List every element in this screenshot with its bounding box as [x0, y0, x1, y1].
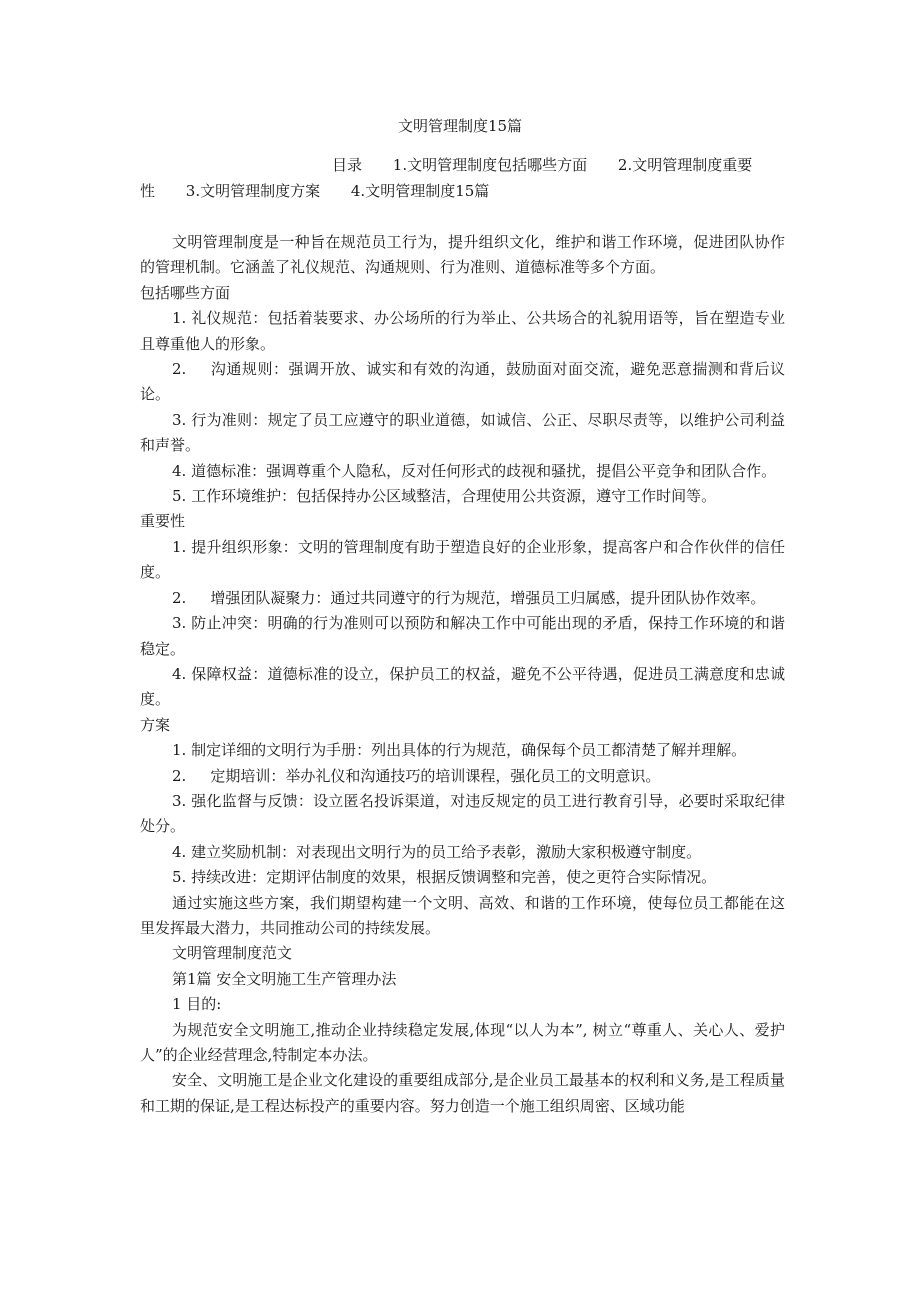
document-title: 文明管理制度15篇: [397, 117, 523, 135]
list-item: [140, 357, 785, 408]
list-item: 5. 持续改进：定期评估制度的效果，根据反馈调整和完善，使之更符合实际情况。: [172, 868, 717, 887]
closing-paragraph: 通过实施这些方案，我们期望构建一个文明、高效、和谐的工作环境，使每位员工都能在这里发挥最大潜力，共同推动公司的持续发展。: [140, 893, 785, 937]
purpose-label: 1 目的:: [172, 995, 222, 1014]
toc-label: 目录: [332, 156, 363, 174]
list-item-text: 定期培训：举办礼仪和沟通技巧的培训课程，强化员工的文明意识。: [210, 766, 661, 785]
toc-item[interactable]: 4.文明管理制度15篇: [350, 182, 490, 200]
list-item-text: 沟通规则：强调开放、诚实和有效的沟通，鼓励面对面交流，避免恶意揣测和背后议论。: [140, 360, 785, 404]
list-item: 4. 道德标准：强调尊重个人隐私，反对任何形式的歧视和骚扰，提倡公平竞争和团队合作。: [172, 461, 777, 480]
list-item: 1. 制定详细的文明行为手册：列出具体的行为规范，确保每个员工都清楚了解并理解。: [172, 741, 747, 760]
list-item: 3. 行为准则：规定了员工应遵守的职业道德，如诚信、公正、尽职尽责等，以维护公司利益和声誉。: [140, 410, 785, 455]
list-item: 4. 建立奖励机制：对表现出文明行为的员工给予表彰，激励大家积极遵守制度。: [172, 842, 702, 861]
section-heading-aspects: 包括哪些方面: [140, 283, 231, 302]
list-item-number: 2.: [172, 360, 187, 379]
list-item-text: 增强团队凝聚力：通过共同遵守的行为规范，增强员工归属感，提升团队协作效率。: [210, 588, 766, 607]
list-item: [140, 586, 785, 611]
list-item: 5. 工作环境维护：包括保持办公区域整洁，合理使用公共资源，遵守工作时间等。: [172, 487, 717, 506]
list-item: 4. 保障权益：道德标准的设立，保护员工的权益，避免不公平待遇，促进员工满意度和忠诚度。: [140, 664, 785, 709]
chapter-heading: 第1篇 安全文明施工生产管理办法: [172, 969, 397, 988]
list-item: 1. 提升组织形象：文明的管理制度有助于塑造良好的企业形象，提高客户和合作伙伴的信任度。: [140, 537, 785, 582]
toc-item[interactable]: 2.文明管理制度重要性: [140, 156, 753, 200]
list-item-number: 2.: [172, 588, 187, 607]
toc-item[interactable]: 1.文明管理制度包括哪些方面: [392, 156, 588, 174]
section-heading-plan: 方案: [140, 715, 171, 734]
list-item: 3. 强化监督与反馈：设立匿名投诉渠道，对违反规定的员工进行教育引导，必要时采取纪律处分。: [140, 791, 785, 836]
sample-heading: 文明管理制度范文: [172, 944, 293, 963]
toc-item[interactable]: 3.文明管理制度方案: [185, 182, 321, 200]
list-item: 1. 礼仪规范：包括着装要求、办公场所的行为举止、公共场合的礼貌用语等，旨在塑造专业且尊重他人的形象。: [140, 309, 785, 353]
body-paragraph: 为规范安全文明施工,推动企业持续稳定发展,体现“以人为本”, 树立“尊重人、关心人、爱护人”的企业经营理念,特制定本办法。: [140, 1020, 785, 1064]
body-paragraph: 安全、文明施工是企业文化建设的重要组成部分,是企业员工最基本的权利和义务,是工程质量和工期的保证,是工程达标投产的重要内容。努力创造一个施工组织周密、区域功能: [140, 1071, 785, 1115]
document-body: [140, 230, 785, 1119]
section-heading-importance: 重要性: [140, 512, 186, 531]
list-item-number: 2.: [172, 766, 187, 785]
table-of-contents: [140, 152, 785, 204]
intro-paragraph: 文明管理制度是一种旨在规范员工行为，提升组织文化，维护和谐工作环境，促进团队协作的管理机制。它涵盖了礼仪规范、沟通规则、行为准则、道德标准等多个方面。: [140, 233, 785, 277]
list-item: [140, 764, 785, 789]
list-item: 3. 防止冲突：明确的行为准则可以预防和解决工作中可能出现的矛盾，保持工作环境的和谐稳定。: [140, 614, 785, 658]
